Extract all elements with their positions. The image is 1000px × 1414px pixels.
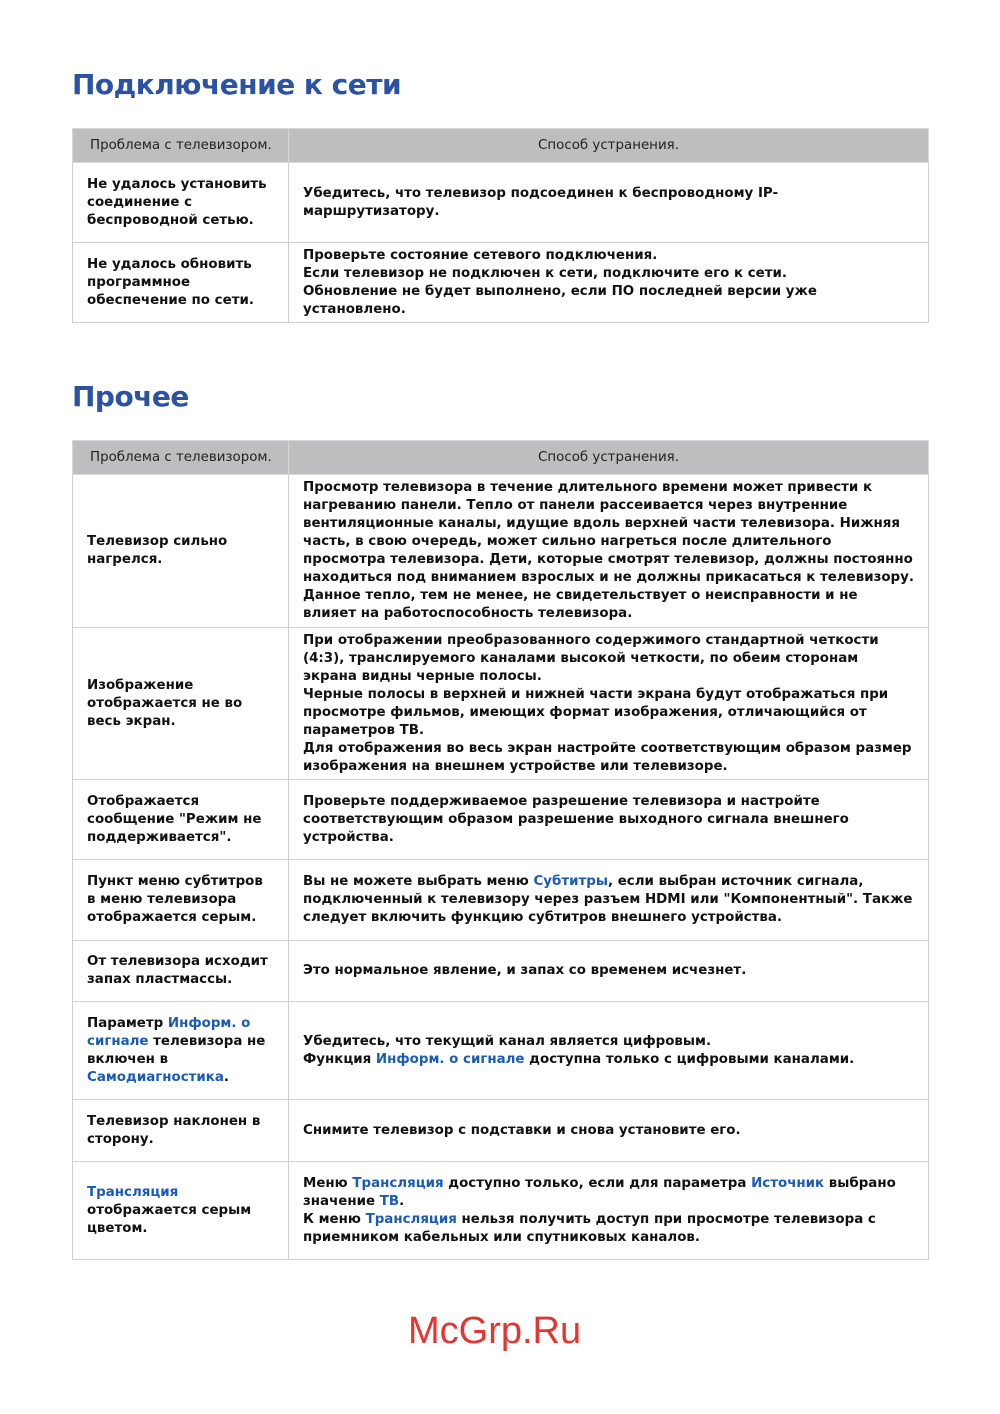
solution-cell	[289, 1100, 929, 1162]
problem-cell	[73, 860, 289, 941]
solution-cell	[289, 941, 929, 1002]
table-row	[73, 860, 929, 941]
problem-cell	[73, 163, 289, 243]
cell-text: Телевизор сильно нагрелся.	[87, 534, 228, 567]
cell-text: Не удалось установить соединение с беспроводной сетью.	[87, 176, 267, 228]
menu-link[interactable]: Самодиагностика	[87, 1069, 224, 1085]
table-other	[72, 440, 929, 1260]
cell-text: От телевизора исходит запах пластмассы.	[87, 954, 268, 987]
solution-cell	[289, 475, 929, 628]
cell-text: .	[223, 1069, 229, 1085]
table-header	[73, 441, 929, 475]
cell-text: К меню	[303, 1211, 366, 1227]
cell-text: Меню	[303, 1175, 353, 1191]
table-row	[73, 163, 929, 243]
table-row	[73, 1100, 929, 1162]
cell-text: Параметр	[87, 1015, 168, 1031]
cell-text: Снимите телевизор с подставки и снова установите его.	[303, 1122, 741, 1138]
cell-text: телевизора не включен в	[87, 1033, 266, 1067]
cell-text: Вы не можете выбрать меню	[303, 874, 534, 889]
cell-text: , если выбран источник сигнала, подключенный к телевизору через разъем HDMI или "Компонентный". Также следует включить функцию субтитров внешнего устройства.	[303, 874, 913, 925]
table-row	[73, 628, 929, 780]
solution-cell	[289, 860, 929, 941]
solution-cell	[289, 243, 929, 323]
menu-link[interactable]: Трансляция	[352, 1175, 444, 1191]
watermark: McGrp.Ru	[408, 1310, 582, 1352]
cell-text: выбрано значение	[303, 1175, 896, 1209]
problem-cell	[73, 780, 289, 860]
problem-cell	[73, 628, 289, 780]
section-title-network: Подключение к сети	[72, 68, 402, 101]
header-problem: Проблема с телевизором.	[73, 129, 289, 163]
header-solution: Способ устранения.	[289, 129, 929, 163]
cell-text: Убедитесь, что телевизор подсоединен к беспроводному IP-маршрутизатору.	[303, 185, 779, 219]
cell-text: Не удалось обновить программное обеспечение по сети.	[87, 256, 254, 308]
header-solution: Способ устранения.	[289, 441, 929, 475]
menu-link[interactable]: Трансляция	[87, 1184, 179, 1200]
cell-text: доступно только, если для параметра	[443, 1175, 752, 1191]
cell-text: Черные полосы в верхней и нижней части экрана будут отображаться при просмотре фильмов, имеющих формат изображения, отличающийся от параметров ТВ.	[303, 686, 889, 738]
problem-cell	[73, 243, 289, 323]
cell-text: Телевизор наклонен в сторону.	[87, 1113, 261, 1147]
cell-text: Если телевизор не подключен к сети, подключите его к сети.	[303, 265, 787, 281]
cell-text: Проверьте поддерживаемое разрешение телевизора и настройте соответствующим образом разрешение выходного сигнала внешнего устройства.	[303, 793, 849, 845]
cell-text: .	[399, 1193, 405, 1209]
header-problem: Проблема с телевизором.	[73, 441, 289, 475]
cell-text: Обновление не будет выполнено, если ПО последней версии уже установлено.	[303, 283, 817, 317]
menu-link[interactable]: ТВ	[379, 1193, 400, 1209]
problem-cell	[73, 941, 289, 1002]
table-row	[73, 475, 929, 628]
problem-cell	[73, 1002, 289, 1100]
problem-cell	[73, 1162, 289, 1260]
cell-text: отображается серым цветом.	[87, 1202, 252, 1236]
solution-cell	[289, 780, 929, 860]
menu-link[interactable]: Субтитры	[533, 874, 608, 889]
menu-link[interactable]: Информ. о сигнале	[375, 1051, 525, 1067]
menu-link[interactable]: Информ. о сигнале	[87, 1015, 251, 1049]
solution-cell	[289, 163, 929, 243]
cell-text: Убедитесь, что текущий канал является цифровым.	[303, 1033, 712, 1049]
cell-text: доступна только с цифровыми каналами.	[524, 1051, 855, 1067]
table-header	[73, 129, 929, 163]
solution-cell	[289, 628, 929, 780]
cell-text: Это нормальное явление, и запах со временем исчезнет.	[303, 963, 747, 978]
table-network	[72, 128, 929, 323]
table-row	[73, 1162, 929, 1260]
cell-text: Пункт меню субтитров в меню телевизора отображается серым.	[87, 874, 263, 925]
table-row	[73, 780, 929, 860]
cell-text: При отображении преобразованного содержимого стандартной четкости (4:3), транслируемого каналами высокой четкости, по обеим сторонам экрана видны черные полосы.	[303, 632, 879, 684]
cell-text: Функция	[303, 1051, 376, 1067]
cell-text: Для отображения во весь экран настройте соответствующим образом размер изображения на внешнем устройстве или телевизоре.	[303, 740, 912, 774]
cell-text: нельзя получить доступ при просмотре телевизора с приемником кабельных или спутниковых каналов.	[303, 1211, 876, 1245]
solution-cell	[289, 1002, 929, 1100]
cell-text: Просмотр телевизора в течение длительного времени может привести к нагреванию панели. Тепло от панели рассеивается через внутренние вентиляционные каналы, идущие вдоль верхней части телевизора. Нижняя часть, в свою очередь, может сильно нагреться после длительного просмотра телевизора. Дети, которые смотрят телевизор, должны постоянно находиться под вниманием взрослых и не должны прикасаться к телевизору. Данное тепло, тем не менее, не свидетельствует о неисправности и не влияет на работоспособность телевизора.	[303, 480, 914, 621]
problem-cell	[73, 475, 289, 628]
menu-link[interactable]: Источник	[751, 1175, 825, 1191]
problem-cell	[73, 1100, 289, 1162]
cell-text: Проверьте состояние сетевого подключения.	[303, 247, 658, 263]
table-row	[73, 1002, 929, 1100]
menu-link[interactable]: Трансляция	[365, 1211, 457, 1227]
table-row	[73, 243, 929, 323]
section-title-other: Прочее	[72, 380, 189, 413]
solution-cell	[289, 1162, 929, 1260]
cell-text: Изображение отображается не во весь экран.	[87, 677, 243, 729]
cell-text: Отображается сообщение "Режим не поддерживается".	[87, 793, 262, 845]
table-row	[73, 941, 929, 1002]
